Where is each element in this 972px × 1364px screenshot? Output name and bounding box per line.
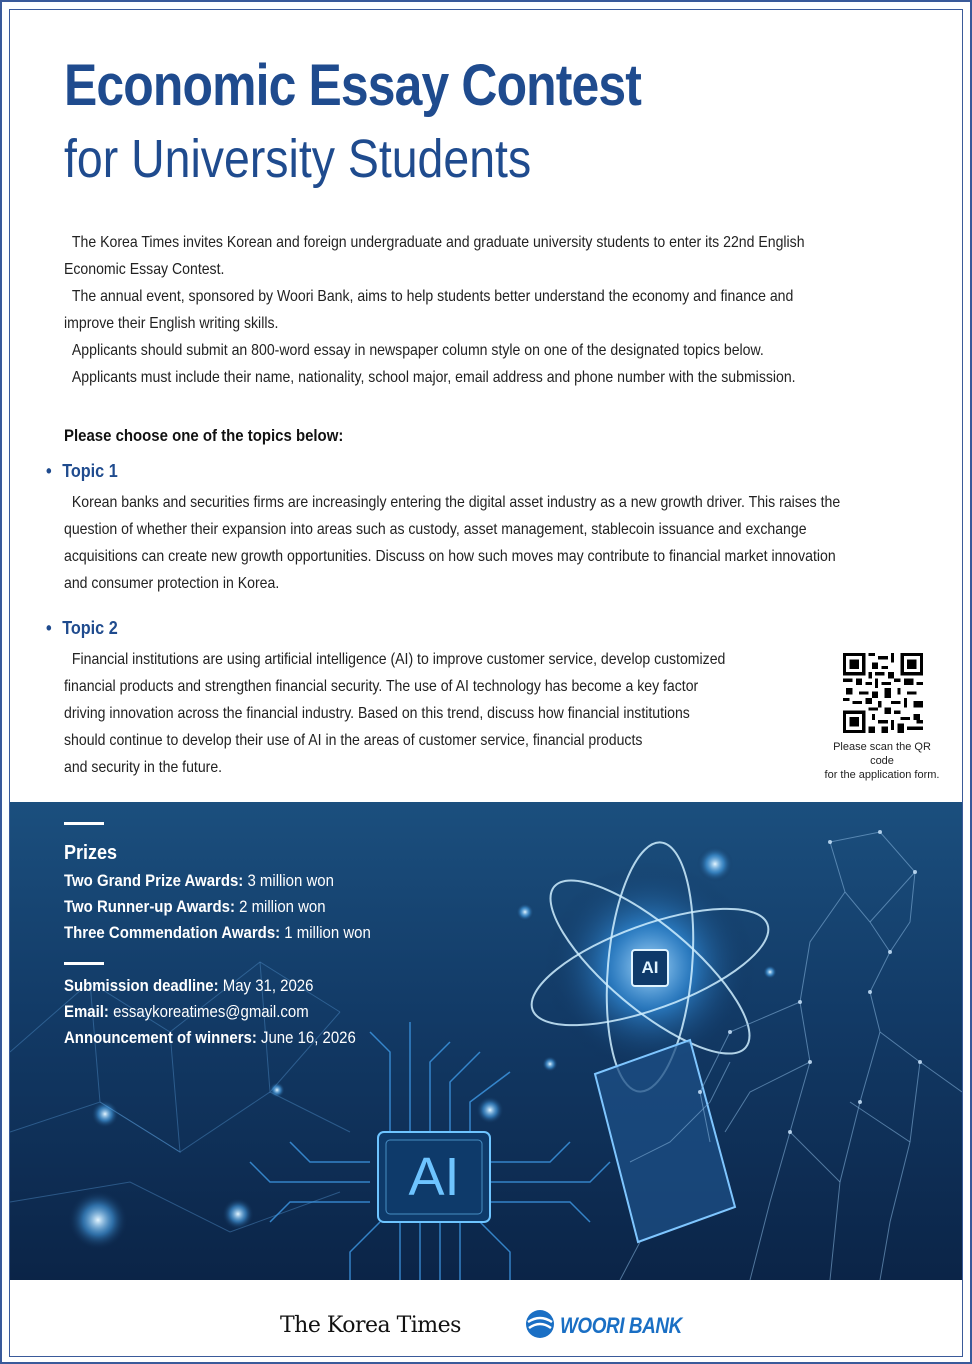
divider	[64, 962, 104, 965]
prizes-heading: Prizes	[64, 842, 118, 864]
title-line-1: Economic Essay Contest	[64, 53, 642, 118]
qr-caption-line: Please scan the QR code	[833, 741, 931, 767]
choose-topic-label: Please choose one of the topics below:	[64, 426, 344, 445]
divider	[64, 822, 104, 825]
korea-times-logo: The Korea Times	[280, 1313, 461, 1338]
topic-2-body	[64, 646, 816, 781]
email-line[interactable]: Email: essaykoreatimes@gmail.com	[64, 1002, 309, 1021]
topic-2-line: Financial institutions are using artificial intelligence (AI) to improve customer service, develop customized	[71, 651, 726, 668]
topic-2-title: Topic 2	[62, 618, 118, 638]
topic-1-line: question of whether their expansion into areas such as custody, asset management, stablecoin issuance and exchange	[64, 521, 807, 538]
intro-paragraph-4: Applicants must include their name, nationality, school major, email address and phone number with the submission.	[71, 369, 796, 386]
footer	[10, 1280, 962, 1356]
topic-2-line: and security in the future.	[64, 759, 223, 776]
woori-bank-logo: WOORI BANK	[560, 1313, 682, 1338]
qr-caption-line: for the application form.	[824, 769, 940, 781]
topic-2-line: should continue to develop their use of AI in the areas of customer service, financial products	[64, 732, 643, 749]
topic-2-line: financial products and strengthen financial security. The use of AI technology has become a key factor	[64, 678, 699, 695]
intro-text	[64, 229, 944, 391]
intro-paragraph-2b: improve their English writing skills.	[64, 315, 279, 332]
topic-1-title: Topic 1	[62, 461, 118, 481]
ai-chip-label: AI	[408, 1147, 460, 1207]
intro-paragraph-2a: The annual event, sponsored by Woori Bank, aims to help students better understand the economy and finance and	[71, 288, 794, 305]
topic-1-line: Korean banks and securities firms are increasingly entering the digital asset industry as a new growth driver. This raises the	[71, 494, 841, 511]
prize-line: Two Grand Prize Awards: 3 million won	[64, 871, 334, 890]
topic-1-line: and consumer protection in Korea.	[64, 575, 280, 592]
topic-1-body	[64, 489, 946, 597]
topic-1-line: acquisitions can create new growth opportunities. Discuss on how such moves may contribute to financial market innovation	[64, 548, 836, 565]
prize-line: Two Runner-up Awards: 2 million won	[64, 897, 326, 916]
intro-paragraph-1b: Economic Essay Contest.	[64, 261, 225, 278]
prize-line: Three Commendation Awards: 1 million won	[64, 923, 371, 942]
topic-1-heading	[46, 461, 118, 482]
bullet-icon: •	[46, 461, 52, 481]
qr-caption	[820, 740, 944, 782]
woori-bank-logo-icon	[525, 1309, 555, 1339]
intro-paragraph-3: Applicants should submit an 800-word essay in newspaper column style on one of the designated topics below.	[71, 342, 764, 359]
title-line-2: for University Students	[64, 129, 532, 189]
bullet-icon: •	[46, 618, 52, 638]
poster	[9, 9, 963, 1357]
small-ai-chip-label: AI	[641, 958, 659, 977]
deadline-line: Submission deadline: May 31, 2026	[64, 976, 314, 995]
intro-paragraph-1a: The Korea Times invites Korean and foreign undergraduate and graduate university students to enter its 22nd English	[71, 234, 805, 251]
topic-2-heading	[46, 618, 118, 639]
qr-code-icon[interactable]	[843, 653, 923, 733]
topic-2-line: driving innovation across the financial industry. Based on this trend, discuss how financial institutions	[64, 705, 690, 722]
announcement-line: Announcement of winners: June 16, 2026	[64, 1028, 356, 1047]
